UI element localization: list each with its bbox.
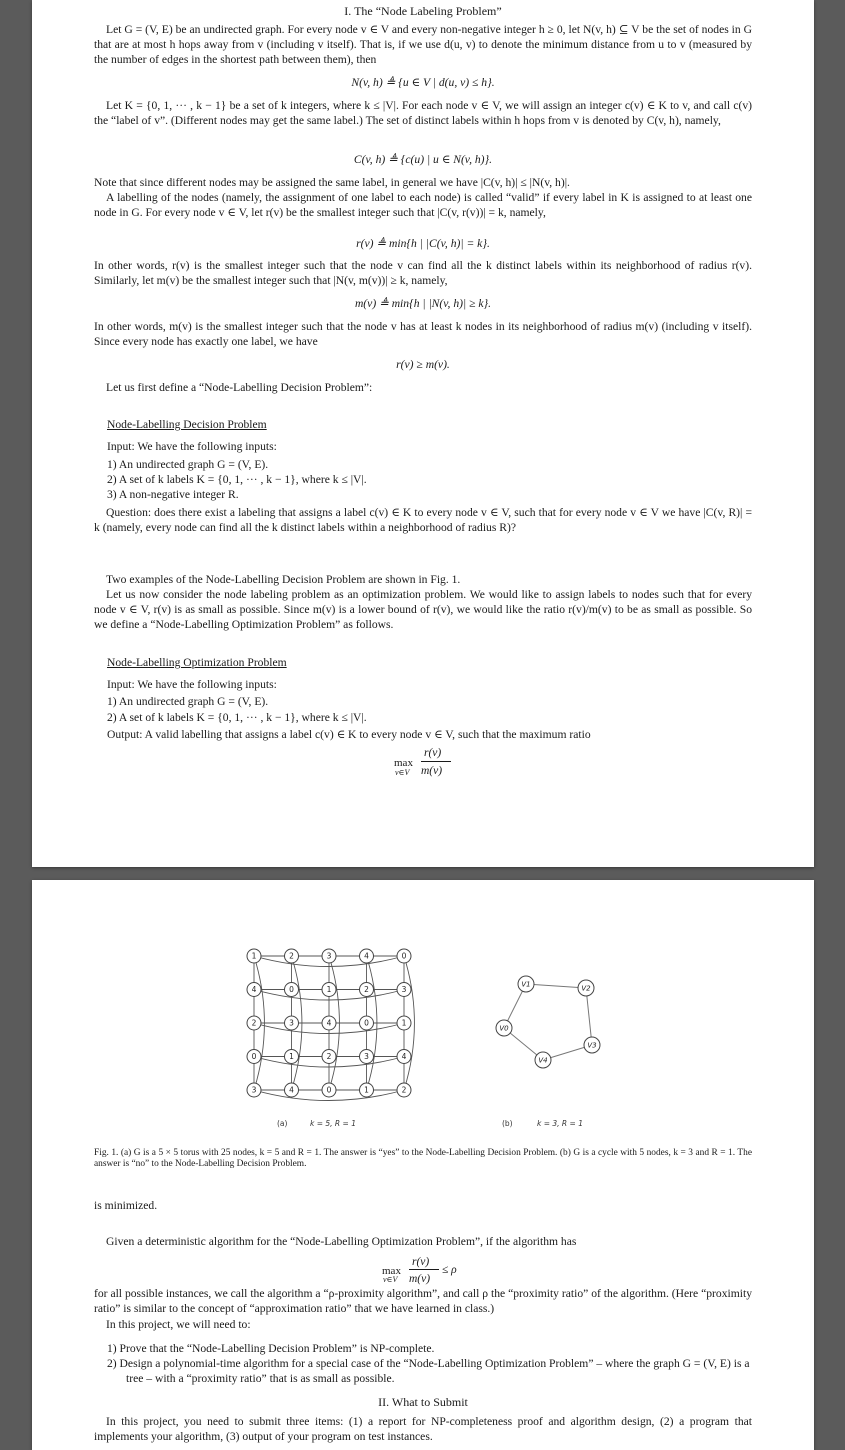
optimization-problem-title: Node-Labelling Optimization Problem xyxy=(107,656,287,669)
torus-node-label: 0 xyxy=(289,985,294,995)
torus-node-label: 4 xyxy=(289,1085,294,1095)
cycle-edge xyxy=(586,988,592,1045)
paragraph-optimization: Let us now consider the node labeling problem as an optimization problem. We would like to assign labels to nodes such that for every node v ∈ V, r(v) is as small as possible. Since m(v) is a lower bound of r(v), we would like the ratio r(v)/m(v) to be as small as possible. So we define a “Node-Labelling Optimization Problem” as follows. xyxy=(94,588,752,632)
torus-node-label: 3 xyxy=(364,1052,369,1062)
decision-input-item-3: 3) A non-negative integer R. xyxy=(107,488,239,501)
paragraph-valid-labelling: A labelling of the nodes (namely, the assignment of one label to each node) is called “valid” if every label in K is assigned to at least one node in G. For every node v ∈ V, let r(v) be the smallest integer such that |C(v, r(v))| = k, namely, xyxy=(94,191,752,220)
fraction-denominator: m(v) xyxy=(421,765,443,777)
optimization-input-item-2: 2) A set of k labels K = {0, 1, ··· , k − 1}, where k ≤ |V|. xyxy=(107,711,367,724)
decision-input-item-2: 2) A set of k labels K = {0, 1, ··· , k − 1}, where k ≤ |V|. xyxy=(107,473,367,486)
paragraph-m-meaning: In other words, m(v) is the smallest integer such that the node v has at least k nodes in its neighborhood of radius m(v) (including v itself). Since every node has exactly one label, we have xyxy=(94,320,752,349)
optimization-output: Output: A valid labelling that assigns a label c(v) ∈ K to every node v ∈ V, such that the maximum ratio xyxy=(107,728,591,741)
cycle-node-label: V4 xyxy=(538,1056,548,1065)
section-title: I. The “Node Labeling Problem” xyxy=(344,4,502,18)
paragraph-define-decision: Let us first define a “Node-Labelling Decision Problem”: xyxy=(106,381,373,394)
optimization-input-item-1: 1) An undirected graph G = (V, E). xyxy=(107,695,269,708)
paragraph-deterministic: Given a deterministic algorithm for the “Node-Labelling Optimization Problem”, if the algorithm has xyxy=(106,1235,577,1248)
equation-C: C(v, h) ≜ {c(u) | u ∈ N(v, h)}. xyxy=(353,153,493,166)
equation-r-geq-m: r(v) ≥ m(v). xyxy=(396,358,450,371)
torus-node-label: 2 xyxy=(326,1052,332,1062)
torus-node-label: 2 xyxy=(251,1018,257,1028)
max-operator: max xyxy=(394,757,413,769)
equation-N: N(v, h) ≜ {u ∈ V | d(u, v) ≤ h}. xyxy=(351,76,495,89)
torus-node-label: 0 xyxy=(326,1085,332,1095)
torus-node-label: 3 xyxy=(326,951,332,961)
paragraph-note: Note that since different nodes may be assigned the same label, in general we have |C(v, h)| ≤ |N(v, h)|. xyxy=(94,176,570,189)
section-2-title: II. What to Submit xyxy=(378,1395,468,1409)
fraction-bar xyxy=(421,761,451,762)
figure-params-a: k = 5, R = 1 xyxy=(310,1119,356,1128)
decision-input-label: Input: We have the following inputs: xyxy=(107,440,277,453)
figure-label-b: (b) xyxy=(502,1119,513,1128)
todo-item-2: 2) Design a polynomial-time algorithm for a special case of the “Node-Labelling Optimization Problem” – where the graph G = (V, E) is a tree – with a “proximity ratio” that is as small as possible. xyxy=(107,1357,750,1386)
max-operator-2: max xyxy=(382,1265,401,1277)
decision-question: Question: does there exist a labeling that assigns a label c(v) ∈ K to every node v ∈ V, such that for every node v ∈ V we have |C(v, R)| = k (namely, every node can find all the k distinct labels within a neighborhood of radius R)? xyxy=(94,506,752,535)
optimization-input-label: Input: We have the following inputs: xyxy=(107,678,277,691)
torus-node-label: 1 xyxy=(251,951,257,961)
paragraph-r-meaning: In other words, r(v) is the smallest integer such that the node v can find all the k distinct labels within its neighborhood of radius r(v). Similarly, let m(v) be the smallest integer such that |N(v, m(v))| ≥ k, namely, xyxy=(94,259,752,288)
torus-node-label: 4 xyxy=(401,1052,407,1062)
torus-graph xyxy=(247,949,415,1101)
figure-label-a: (a) xyxy=(277,1119,288,1128)
paragraph-neighborhood: Let G = (V, E) be an undirected graph. For every node v ∈ V and every non-negative integer h ≥ 0, let N(v, h) ⊆ V be the set of nodes in G that are at most h hops away from v (including v itself). That is, if we use d(u, v) to denote the minimum distance from u to v (measured by the number of edges in the shortest path between them), then xyxy=(94,23,752,67)
torus-node-label: 0 xyxy=(251,1052,257,1062)
proximity-inequality xyxy=(382,1253,472,1287)
max-subscript-2: v∈V xyxy=(383,1275,398,1284)
cycle-node-label: V0 xyxy=(499,1024,509,1033)
torus-node-label: 3 xyxy=(251,1085,257,1095)
paragraph-submit: In this project, you need to submit three items: (1) a report for NP-completeness proof and algorithm design, (2) a program that implements your algorithm, (3) output of your program on test instances. xyxy=(94,1415,752,1444)
torus-node-label: 0 xyxy=(401,951,407,961)
torus-node-label: 2 xyxy=(364,985,369,995)
paragraph-proximity: for all possible instances, we call the algorithm a “ρ-proximity algorithm”, and call ρ the “proximity ratio” of the algorithm. (Here “proximity ratio” is similar to the concept of “approximation ratio” that we have learned in class.) xyxy=(94,1287,752,1316)
torus-node-label: 0 xyxy=(364,1018,369,1028)
fraction-bar-2 xyxy=(409,1269,439,1270)
decision-input-item-1: 1) An undirected graph G = (V, E). xyxy=(107,458,269,471)
cycle-node-label: V2 xyxy=(581,984,591,993)
cycle-node-label: V3 xyxy=(587,1041,597,1050)
figure-1 xyxy=(32,880,814,1140)
torus-node-label: 3 xyxy=(401,985,407,995)
todo-item-1: 1) Prove that the “Node-Labelling Decision Problem” is NP-complete. xyxy=(107,1342,435,1355)
torus-node-label: 2 xyxy=(401,1085,407,1095)
figure-caption: Fig. 1. (a) G is a 5 × 5 torus with 25 nodes, k = 5 and R = 1. The answer is “yes” to the Node-Labelling Decision Problem. (b) G is a cycle with 5 nodes, k = 3 and R = 1. The answer is “no” to the Node-Labelling Decision Problem. xyxy=(94,1148,752,1170)
max-ratio-expression xyxy=(394,746,454,782)
cycle-graph xyxy=(496,976,600,1068)
cycle-node-label: V1 xyxy=(521,980,531,989)
inequality-rhs: ≤ ρ xyxy=(442,1264,457,1276)
paragraph-examples: Two examples of the Node-Labelling Decision Problem are shown in Fig. 1. xyxy=(106,573,461,586)
torus-node-label: 3 xyxy=(289,1018,294,1028)
torus-node-label: 1 xyxy=(289,1052,294,1062)
equation-m: m(v) ≜ min{h | |N(v, h)| ≥ k}. xyxy=(354,297,492,310)
fraction-numerator: r(v) xyxy=(424,747,442,759)
paragraph-labels: Let K = {0, 1, ··· , k − 1} be a set of k integers, where k ≤ |V|. For each node v ∈ V, we will assign an integer c(v) ∈ K to v, and call c(v) the “label of v”. (Different nodes may get the same label.) The set of distinct labels within h hops from v is denoted by C(v, h), namely, xyxy=(94,99,752,128)
fraction-numerator-2: r(v) xyxy=(412,1256,430,1268)
fraction-denominator-2: m(v) xyxy=(409,1273,431,1285)
figure-params-b: k = 3, R = 1 xyxy=(537,1119,583,1128)
page-1 xyxy=(32,0,814,867)
paragraph-minimized: is minimized. xyxy=(94,1199,158,1212)
torus-node-label: 4 xyxy=(326,1018,332,1028)
decision-problem-title: Node-Labelling Decision Problem xyxy=(107,418,267,431)
page-2 xyxy=(32,880,814,1450)
torus-node-label: 1 xyxy=(364,1085,369,1095)
torus-node-label: 1 xyxy=(326,985,332,995)
equation-r: r(v) ≜ min{h | |C(v, h)| = k}. xyxy=(356,237,490,250)
paragraph-need-to: In this project, we will need to: xyxy=(106,1318,251,1331)
max-subscript: v∈V xyxy=(395,768,410,777)
torus-node-label: 2 xyxy=(289,951,294,961)
torus-node-label: 4 xyxy=(251,985,257,995)
torus-node-label: 1 xyxy=(401,1018,407,1028)
cycle-edge xyxy=(526,984,586,988)
torus-node-label: 4 xyxy=(364,951,369,961)
